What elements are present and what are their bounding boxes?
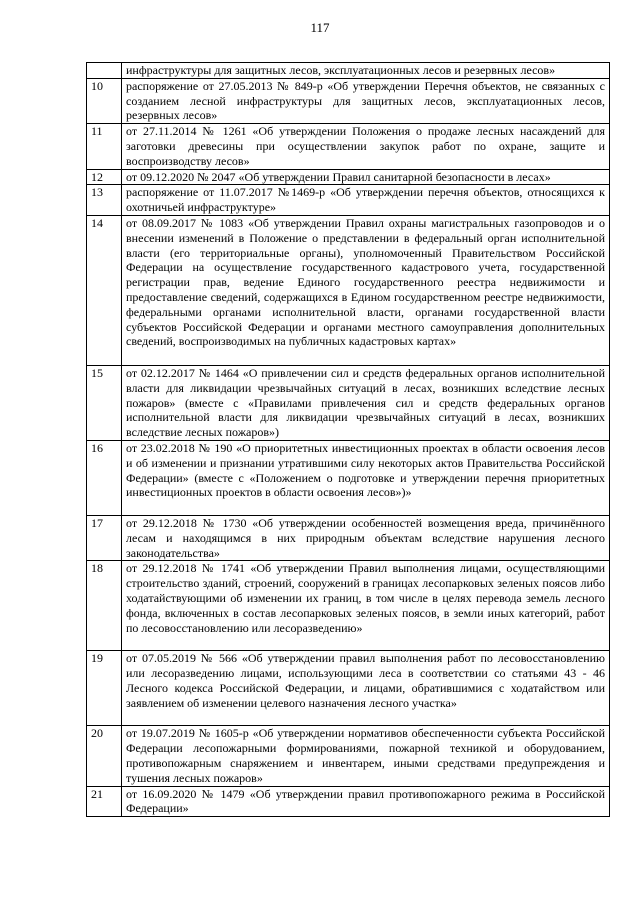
table-row	[87, 185, 610, 216]
row-text: распоряжение от 27.05.2013 № 849-р «Об утверждении Перечня объектов, не связанных с созданием лесной инфраструктуры для защитных лесов, эксплуатационных лесов, резервных лесов»	[122, 78, 610, 123]
row-text: от 29.12.2018 № 1741 «Об утверждении Правил выполнения лицами, осуществляющими строительство зданий, строений, сооружений в границах лесопарковых зеленых поясов либо ходатайствующими об изменении их границ, в том числе в целях перевода земель лесного фонда, включенных в состав лесопарковых зеленых поясов, в земли иных категорий, работ по лесовосстановлению или лесоразведению»	[122, 561, 610, 651]
row-number: 19	[87, 651, 122, 726]
row-text: от 29.12.2018 № 1730 «Об утверждении особенностей возмещения вреда, причинённого лесам и находящимся в них природным объектам вследствие нарушения лесного законодательства»	[122, 515, 610, 560]
row-number: 21	[87, 786, 122, 817]
table-row	[87, 215, 610, 365]
row-number: 18	[87, 561, 122, 651]
row-text: от 07.05.2019 № 566 «Об утверждении правил выполнения работ по лесовосстановлению или лесоразведению лицами, использующими леса в соответствии со статьями 43 - 46 Лесного кодекса Российской Федерации, и лицами, обратившимися с ходатайством или заявлением об изменении целевого назначения лесного участка»	[122, 651, 610, 726]
table-row	[87, 440, 610, 515]
row-text: инфраструктуры для защитных лесов, эксплуатационных лесов и резервных лесов»	[122, 63, 610, 79]
table-row	[87, 124, 610, 169]
row-number: 11	[87, 124, 122, 169]
row-number: 10	[87, 78, 122, 123]
table-row	[87, 786, 610, 817]
table-row	[87, 365, 610, 440]
table-row	[87, 651, 610, 726]
row-number: 13	[87, 185, 122, 216]
row-text: от 08.09.2017 № 1083 «Об утверждении Правил охраны магистральных газопроводов и о внесении изменений в Положение о представлении в федеральный орган исполнительной власти (его территориальные органы), уполномоченный Правительством Российской Федерации на осуществление государственного кадастрового учета, государственной регистрации прав, ведение Единого государственного реестра недвижимости и предоставление сведений, содержащихся в Едином государственном реестре недвижимости, федеральными органами исполнительной власти, органами государственной власти субъектов Российской Федерации и органами местного самоуправления дополнительных сведений, воспроизводимых на публичных кадастровых картах»	[122, 215, 610, 365]
table-row	[87, 169, 610, 185]
table-row	[87, 561, 610, 651]
row-number: 14	[87, 215, 122, 365]
row-text: от 23.02.2018 № 190 «О приоритетных инвестиционных проектах в области освоения лесов и об изменении и признании утратившими силу некоторых актов Правительства Российской Федерации» (вместе с «Положением о подготовке и утверждении перечня приоритетных инвестиционных проектов в области освоения лесов»)»	[122, 440, 610, 515]
row-text: от 02.12.2017 № 1464 «О привлечении сил и средств федеральных органов исполнительной власти для ликвидации чрезвычайных ситуаций в лесах, возникших вследствие лесных пожаров» (вместе с «Правилами привлечения сил и средств федеральных органов исполнительной власти для ликвидации чрезвычайных ситуаций в лесах, возникших вследствие лесных пожаров»)	[122, 365, 610, 440]
row-text: от 27.11.2014 № 1261 «Об утверждении Положения о продаже лесных насаждений для заготовки древесины при осуществлении закупок работ по охране, защите и воспроизводству лесов»	[122, 124, 610, 169]
row-number: 17	[87, 515, 122, 560]
table-row	[87, 63, 610, 79]
row-number: 15	[87, 365, 122, 440]
row-text: от 16.09.2020 № 1479 «Об утверждении правил противопожарного режима в Российской Федерации»	[122, 786, 610, 817]
legal-acts-table	[86, 62, 610, 817]
row-text: распоряжение от 11.07.2017 №1469-р «Об утверждении перечня объектов, относящихся к охотничьей инфраструктуре»	[122, 185, 610, 216]
table-row	[87, 78, 610, 123]
row-number: 20	[87, 726, 122, 786]
row-number	[87, 63, 122, 79]
page-number: 117	[310, 20, 330, 35]
row-text: от 09.12.2020 № 2047 «Об утверждении Правил санитарной безопасности в лесах»	[122, 169, 610, 185]
row-number: 12	[87, 169, 122, 185]
table-row	[87, 726, 610, 786]
row-number: 16	[87, 440, 122, 515]
table-row	[87, 515, 610, 560]
row-text: от 19.07.2019 № 1605-р «Об утверждении нормативов обеспеченности субъекта Российской Федерации лесопожарными формированиями, пожарной техникой и оборудованием, противопожарным снаряжением и инвентарем, иными средствами предупреждения и тушения лесных пожаров»	[122, 726, 610, 786]
